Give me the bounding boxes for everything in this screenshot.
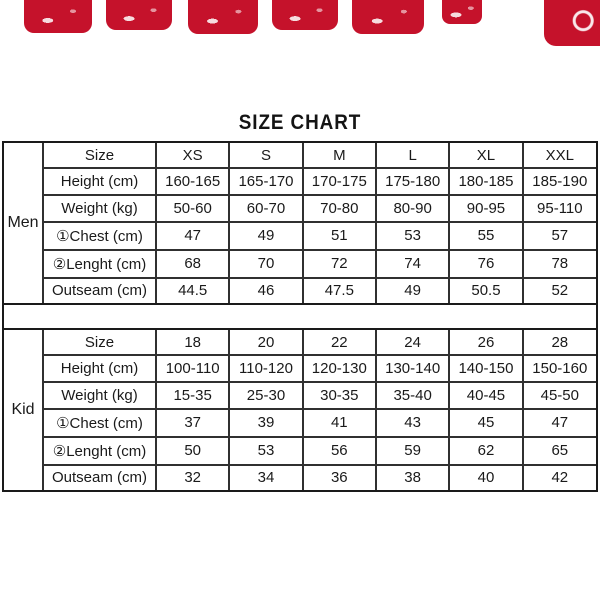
table-row bbox=[44, 465, 596, 490]
row-label-cell: ①Chest (cm) bbox=[44, 222, 156, 250]
column-header-cell: S bbox=[229, 143, 302, 168]
value-cell: 37 bbox=[156, 409, 229, 437]
value-cell: 41 bbox=[303, 409, 376, 437]
value-cell: 185-190 bbox=[523, 168, 596, 195]
table-row bbox=[44, 409, 596, 437]
value-cell: 57 bbox=[523, 222, 596, 250]
table-header-row bbox=[44, 143, 596, 168]
column-header-cell: XL bbox=[449, 143, 522, 168]
value-cell: 56 bbox=[303, 437, 376, 465]
column-header-cell: XXL bbox=[523, 143, 596, 168]
table-row bbox=[44, 168, 596, 195]
row-label-cell: Outseam (cm) bbox=[44, 278, 156, 303]
value-cell: 15-35 bbox=[156, 382, 229, 409]
table-row bbox=[44, 195, 596, 222]
value-cell: 55 bbox=[449, 222, 522, 250]
jersey-photo-fragment bbox=[188, 0, 258, 34]
value-cell: 40-45 bbox=[449, 382, 522, 409]
page-title: SIZE CHART bbox=[238, 111, 362, 134]
row-label-cell: ①Chest (cm) bbox=[44, 409, 156, 437]
group-label-men: Men bbox=[4, 143, 44, 303]
value-cell: 38 bbox=[376, 465, 449, 490]
jersey-photo-fragment bbox=[24, 0, 92, 33]
value-cell: 150-160 bbox=[523, 355, 596, 382]
value-cell: 49 bbox=[376, 278, 449, 303]
table-row bbox=[44, 278, 596, 303]
value-cell: 50 bbox=[156, 437, 229, 465]
value-cell: 90-95 bbox=[449, 195, 522, 222]
value-cell: 78 bbox=[523, 250, 596, 278]
value-cell: 45-50 bbox=[523, 382, 596, 409]
value-cell: 100-110 bbox=[156, 355, 229, 382]
row-label-cell: ②Lenght (cm) bbox=[44, 437, 156, 465]
table-row bbox=[44, 222, 596, 250]
value-cell: 40 bbox=[449, 465, 522, 490]
men-size-table bbox=[44, 143, 596, 303]
column-header-cell: Size bbox=[44, 143, 156, 168]
column-header-cell: 18 bbox=[156, 330, 229, 355]
value-cell: 74 bbox=[376, 250, 449, 278]
jersey-photo-fragment bbox=[442, 0, 482, 24]
row-label-cell: Height (cm) bbox=[44, 168, 156, 195]
value-cell: 34 bbox=[229, 465, 302, 490]
table-row bbox=[44, 382, 596, 409]
table-row bbox=[44, 437, 596, 465]
value-cell: 32 bbox=[156, 465, 229, 490]
table-row bbox=[44, 355, 596, 382]
value-cell: 51 bbox=[303, 222, 376, 250]
value-cell: 42 bbox=[523, 465, 596, 490]
value-cell: 180-185 bbox=[449, 168, 522, 195]
jersey-photo-fragment bbox=[106, 0, 172, 30]
row-label-cell: Weight (kg) bbox=[44, 195, 156, 222]
column-header-cell: XS bbox=[156, 143, 229, 168]
jersey-photo-fragment bbox=[352, 0, 424, 34]
value-cell: 59 bbox=[376, 437, 449, 465]
value-cell: 70 bbox=[229, 250, 302, 278]
value-cell: 47 bbox=[523, 409, 596, 437]
value-cell: 36 bbox=[303, 465, 376, 490]
table-row bbox=[44, 250, 596, 278]
row-label-cell: ②Lenght (cm) bbox=[44, 250, 156, 278]
value-cell: 35-40 bbox=[376, 382, 449, 409]
value-cell: 53 bbox=[229, 437, 302, 465]
value-cell: 120-130 bbox=[303, 355, 376, 382]
value-cell: 72 bbox=[303, 250, 376, 278]
kid-size-table-group bbox=[4, 330, 596, 490]
value-cell: 130-140 bbox=[376, 355, 449, 382]
row-label-cell: Height (cm) bbox=[44, 355, 156, 382]
value-cell: 52 bbox=[523, 278, 596, 303]
value-cell: 170-175 bbox=[303, 168, 376, 195]
column-header-cell: Size bbox=[44, 330, 156, 355]
value-cell: 62 bbox=[449, 437, 522, 465]
value-cell: 53 bbox=[376, 222, 449, 250]
jersey-photo-corner-fragment bbox=[544, 0, 600, 46]
value-cell: 76 bbox=[449, 250, 522, 278]
group-label-kid: Kid bbox=[4, 330, 44, 490]
value-cell: 110-120 bbox=[229, 355, 302, 382]
value-cell: 60-70 bbox=[229, 195, 302, 222]
column-header-cell: 24 bbox=[376, 330, 449, 355]
row-label-cell: Weight (kg) bbox=[44, 382, 156, 409]
value-cell: 45 bbox=[449, 409, 522, 437]
size-chart-box bbox=[2, 141, 598, 492]
value-cell: 65 bbox=[523, 437, 596, 465]
value-cell: 140-150 bbox=[449, 355, 522, 382]
value-cell: 43 bbox=[376, 409, 449, 437]
value-cell: 44.5 bbox=[156, 278, 229, 303]
value-cell: 39 bbox=[229, 409, 302, 437]
value-cell: 68 bbox=[156, 250, 229, 278]
value-cell: 25-30 bbox=[229, 382, 302, 409]
value-cell: 95-110 bbox=[523, 195, 596, 222]
kid-size-table bbox=[44, 330, 596, 490]
row-label-cell: Outseam (cm) bbox=[44, 465, 156, 490]
column-header-cell: 28 bbox=[523, 330, 596, 355]
column-header-cell: M bbox=[303, 143, 376, 168]
value-cell: 165-170 bbox=[229, 168, 302, 195]
value-cell: 80-90 bbox=[376, 195, 449, 222]
column-header-cell: L bbox=[376, 143, 449, 168]
value-cell: 47.5 bbox=[303, 278, 376, 303]
value-cell: 30-35 bbox=[303, 382, 376, 409]
value-cell: 175-180 bbox=[376, 168, 449, 195]
table-header-row bbox=[44, 330, 596, 355]
value-cell: 49 bbox=[229, 222, 302, 250]
jersey-photo-fragment bbox=[272, 0, 338, 30]
men-size-table-group bbox=[4, 143, 596, 303]
value-cell: 47 bbox=[156, 222, 229, 250]
column-header-cell: 20 bbox=[229, 330, 302, 355]
value-cell: 70-80 bbox=[303, 195, 376, 222]
column-header-cell: 26 bbox=[449, 330, 522, 355]
column-header-cell: 22 bbox=[303, 330, 376, 355]
value-cell: 46 bbox=[229, 278, 302, 303]
value-cell: 50.5 bbox=[449, 278, 522, 303]
table-gap bbox=[4, 303, 596, 330]
value-cell: 160-165 bbox=[156, 168, 229, 195]
value-cell: 50-60 bbox=[156, 195, 229, 222]
